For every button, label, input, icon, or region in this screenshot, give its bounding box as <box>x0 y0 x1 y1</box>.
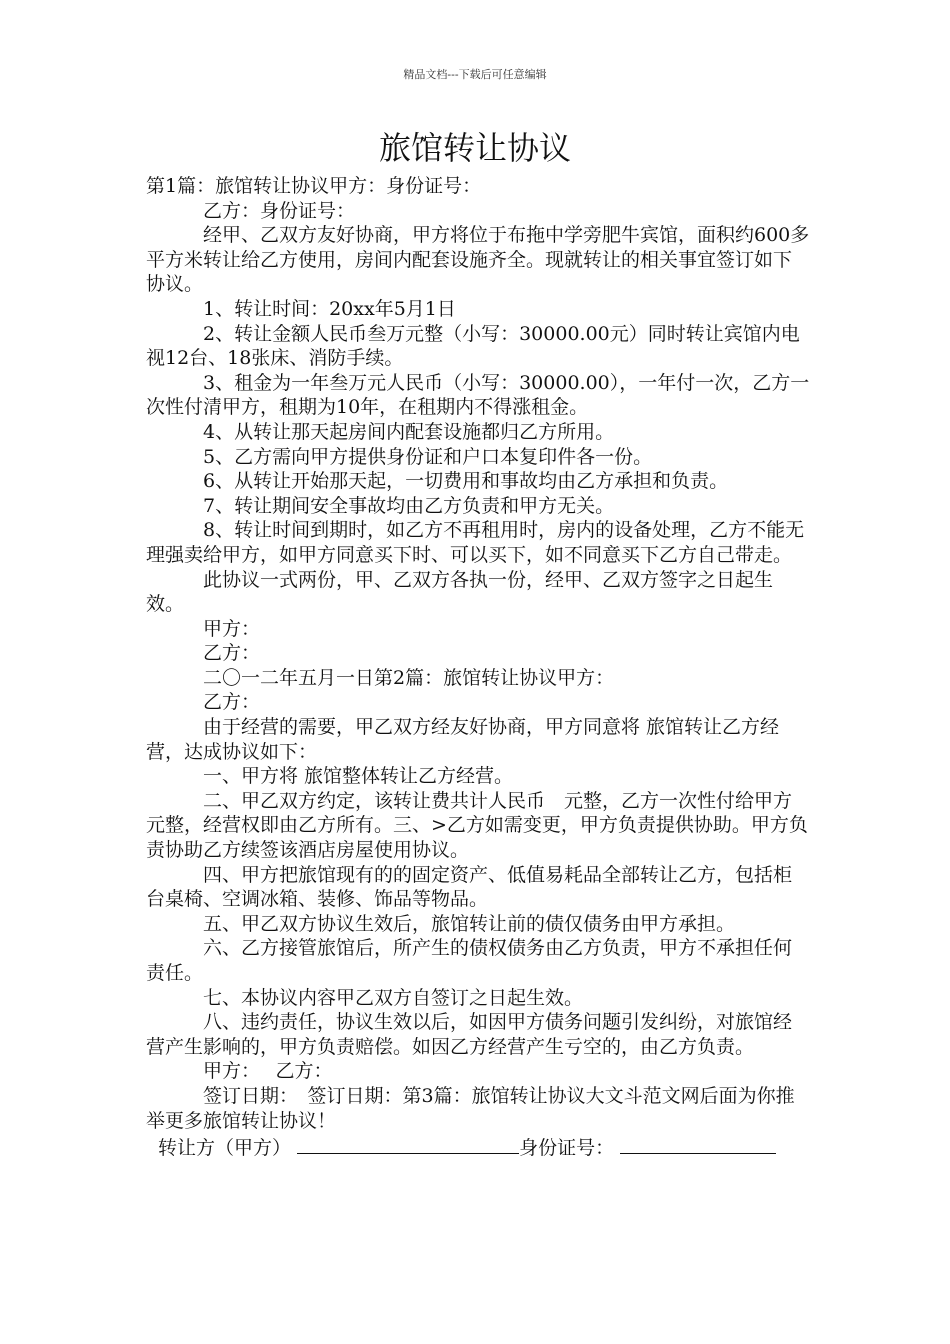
paragraph: 乙方： <box>203 642 261 665</box>
paragraph: 甲方： 乙方： <box>203 1060 333 1083</box>
paragraph: 由于经营的需要，甲乙双方经友好协商，甲方同意将 旅馆转让乙方经营，达成协议如下： <box>146 716 780 763</box>
paragraph: 四、甲方把旅馆现有的的固定资产、低值易耗品全部转让乙方，包括柜台桌椅、空调冰箱、装修、饰品等物品。 <box>146 863 793 911</box>
paragraph: 2、转让金额人民币叁万元整（小写：30000.00元）同时转让宾馆内电视12台、18张床、消防手续。 <box>146 322 800 370</box>
paragraph: 3、租金为一年叁万元人民币（小写：30000.00），一年付一次，乙方一次性付清甲方，租期为10年，在租期内不得涨租金。 <box>146 371 810 419</box>
paragraph: 六、乙方接管旅馆后，所产生的债权债务由乙方负责，甲方不承担任何责任。 <box>146 937 793 984</box>
paragraph: 甲方： <box>203 617 261 640</box>
paragraph: 一、甲方将 旅馆整体转让乙方经营。 <box>203 765 514 788</box>
id-number-label: 身份证号： <box>519 1137 615 1160</box>
id-number-blank <box>620 1133 776 1154</box>
paragraph: 4、从转让那天起房间内配套设施都归乙方所用。 <box>203 420 615 443</box>
transferor-blank <box>297 1133 519 1154</box>
page-header: 精品文档---下载后可任意编辑 <box>403 68 547 81</box>
paragraph: 第1篇：旅馆转让协议甲方：身份证号： <box>146 175 482 197</box>
paragraph: 8、转让时间到期时，如乙方不再租用时，房内的设备处理，乙方不能无理强卖给甲方，如甲方同意买下时、可以买下，如不同意买下乙方自己带走。 <box>146 519 805 566</box>
paragraph: 6、从转让开始那天起，一切费用和事故均由乙方承担和负责。 <box>203 470 729 493</box>
signature-line <box>146 1133 810 1161</box>
paragraph: 此协议一式两份，甲、乙双方各执一份，经甲、乙双方签字之日起生效。 <box>146 568 774 616</box>
paragraph: 二〇一二年五月一日第2篇：旅馆转让协议甲方： <box>203 666 615 689</box>
paragraph: 签订日期： 签订日期：第3篇：旅馆转让协议大文斗范文网后面为你推举更多旅馆转让协议！ <box>146 1084 795 1132</box>
paragraph: 七、本协议内容甲乙双方自签订之日起生效。 <box>203 986 584 1009</box>
paragraph: 1、转让时间：20xx年5月1日 <box>203 297 456 320</box>
paragraph: 5、乙方需向甲方提供身份证和户口本复印件各一份。 <box>203 445 653 468</box>
document-title: 旅馆转让协议 <box>378 129 571 167</box>
paragraph: 二、甲乙双方约定，该转让费共计人民币 元整，乙方一次性付给甲方 元整，经营权即由乙方所有。三、>乙方如需变更，甲方负责提供协助。甲方负责协助乙方续签该酒店房屋使用协议。 <box>146 789 808 862</box>
paragraph: 五、甲乙双方协议生效后，旅馆转让前的债仅债务由甲方承担。 <box>203 912 736 935</box>
paragraph: 7、转让期间安全事故均由乙方负责和甲方无关。 <box>203 494 615 517</box>
document-body <box>146 174 810 1161</box>
paragraph: 乙方：身份证号： <box>203 199 356 222</box>
paragraph: 八、违约责任，协议生效以后，如因甲方债务问题引发纠纷，对旅馆经营产生影响的，甲方负责赔偿。如因乙方经营产生亏空的，由乙方负责。 <box>146 1011 793 1058</box>
paragraph: 经甲、乙双方友好协商，甲方将位于布拖中学旁肥牛宾馆，面积约600多平方米转让给乙方使用，房间内配套设施齐全。现就转让的相关事宜签订如下协议。 <box>146 224 810 296</box>
transferor-label: 转让方（甲方） <box>158 1137 292 1160</box>
paragraph: 乙方： <box>203 691 261 714</box>
